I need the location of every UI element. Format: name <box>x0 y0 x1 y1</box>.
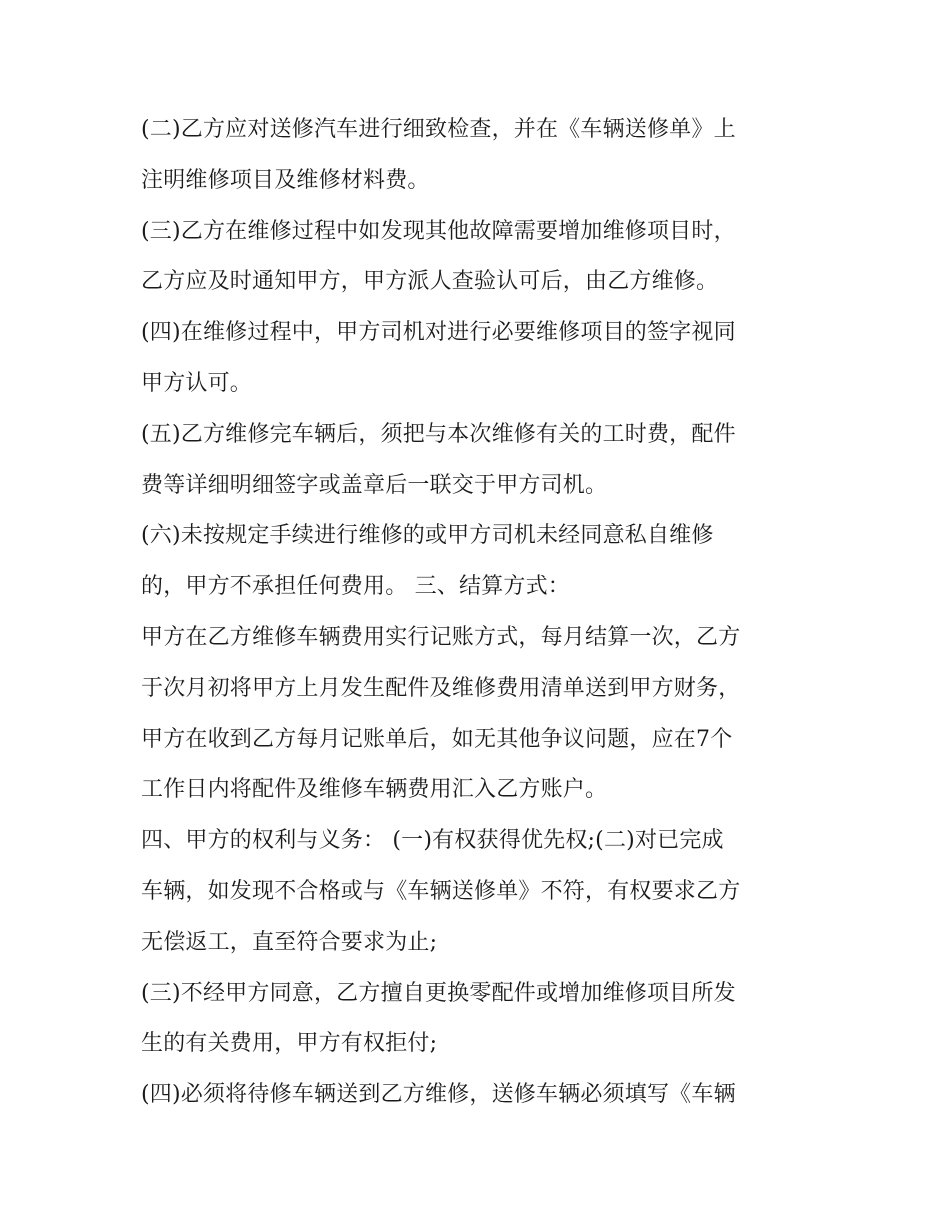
text-line: (三)不经甲方同意，乙方擅自更换零配件或增加维修项目所发 <box>141 980 736 1006</box>
text-line: 甲方认可。 <box>141 370 253 396</box>
text-line: 的，甲方不承担任何费用。 三、结算方式： <box>141 574 570 600</box>
document-body <box>141 105 813 1121</box>
text-line: (三)乙方在维修过程中如发现其他故障需要增加维修项目时， <box>141 218 736 244</box>
text-line: 四、甲方的权利与义务： (一)有权获得优先权;(二)对已完成 <box>141 828 724 854</box>
text-line: 于次月初将甲方上月发生配件及维修费用清单送到甲方财务， <box>141 675 741 701</box>
text-line: 注明维修项目及维修材料费。 <box>141 167 430 193</box>
text-line: 乙方应及时通知甲方，甲方派人查验认可后，由乙方维修。 <box>141 269 719 295</box>
text-line: (四)在维修过程中，甲方司机对进行必要维修项目的签字视同 <box>141 320 736 346</box>
text-line: 生的有关费用，甲方有权拒付; <box>141 1031 438 1057</box>
text-line: (五)乙方维修完车辆后，须把与本次维修有关的工时费，配件 <box>141 421 736 447</box>
text-line: 无偿返工，直至符合要求为止; <box>141 929 438 955</box>
text-line: (六)未按规定手续进行维修的或甲方司机未经同意私自维修 <box>141 523 714 549</box>
text-line: 工作日内将配件及维修车辆费用汇入乙方账户。 <box>141 777 608 803</box>
text-line: 甲方在收到乙方每月记账单后，如无其他争议问题，应在7个 <box>141 726 733 752</box>
text-line: 费等详细明细签字或盖章后一联交于甲方司机。 <box>141 472 608 498</box>
text-line: (二)乙方应对送修汽车进行细致检查，并在《车辆送修单》上 <box>141 117 736 142</box>
text-line: 车辆，如发现不合格或与《车辆送修单》不符，有权要求乙方 <box>141 878 741 904</box>
text-line: (四)必须将待修车辆送到乙方维修，送修车辆必须填写《车辆 <box>141 1082 736 1108</box>
text-line: 甲方在乙方维修车辆费用实行记账方式，每月结算一次，乙方 <box>141 624 741 650</box>
